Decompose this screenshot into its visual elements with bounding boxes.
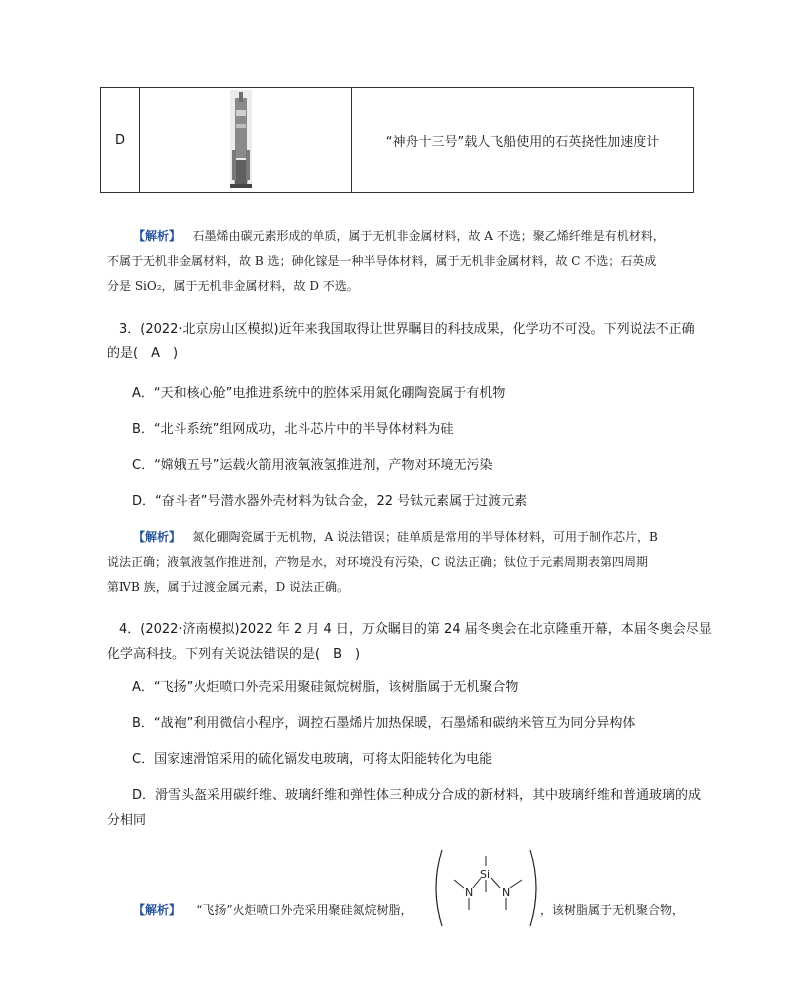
analysis-tag: 【解析】 <box>133 530 182 544</box>
material-table <box>100 87 694 193</box>
question-3-answer: 的是( A ) <box>107 346 179 361</box>
question-4-answer: 化学高科技。下列有关说法错误的是( B ) <box>107 647 361 662</box>
question-4-option-c: C．国家速滑馆采用的硫化镉发电玻璃，可将太阳能转化为电能 <box>132 752 493 767</box>
n-atom-label-right: N <box>502 886 511 899</box>
question-3-option-c: C．“嫦娥五号”运载火箭用液氧液氢推进剂，产物对环境无污染 <box>132 458 493 473</box>
question-3-option-d: D．“奋斗者”号潜水器外壳材料为钛合金，22 号钛元素属于过渡元素 <box>132 494 528 509</box>
analysis-tag: 【解析】 <box>133 903 182 917</box>
analysis-2-line-1: 【解析】 氮化硼陶瓷属于无机物，A 说法错误；硅单质是常用的半导体材料，可用于制作芯片，B <box>133 530 658 544</box>
question-4-option-d-cont: 分相同 <box>107 813 147 828</box>
question-4-option-a: A．“飞扬”火炬喷口外壳采用聚硅氮烷树脂，该树脂属于无机聚合物 <box>132 680 519 695</box>
row-label: D <box>114 132 125 148</box>
question-4-option-d: D．滑雪头盔采用碳纤维、玻璃纤维和弹性体三种成分合成的新材料，其中玻璃纤维和普通玻璃的成 <box>132 788 702 803</box>
analysis-2-line-2: 说法正确；液氧液氢作推进剂，产物是水，对环境没有污染，C 说法正确；钛位于元素周期表第四周期 <box>107 555 649 569</box>
analysis-1-line-1: 【解析】 石墨烯由碳元素形成的单质，属于无机非金属材料，故 A 不选；聚乙烯纤维是有机材料， <box>133 229 665 243</box>
analysis-1-line-2: 不属于无机非金属材料，故 B 选；砷化镓是一种半导体材料，属于无机非金属材料，故 C 不选；石英成 <box>107 254 657 268</box>
polysilazane-structure <box>430 848 542 928</box>
question-3-stem: 3．(2022·北京房山区模拟)近年来我国取得让世界瞩目的科技成果，化学功不可没。下列说法不正确 <box>119 322 695 337</box>
question-4-stem: 4．(2022·济南模拟)2022 年 2 月 4 日，万众瞩目的第 24 届冬奥会在北京隆重开幕，本届冬奥会尽显 <box>119 622 712 637</box>
analysis-1-line-3: 分是 SiO₂，属于无机非金属材料，故 D 不选。 <box>107 279 359 293</box>
row-description: “神舟十三号”载人飞船使用的石英挠性加速度计 <box>385 134 660 150</box>
table-divider <box>139 88 140 192</box>
si-atom-label: Si <box>480 868 491 881</box>
question-4-option-b: B．“战袍”利用微信小程序，调控石墨烯片加热保暖，石墨烯和碳纳米管互为同分异构体 <box>132 716 636 731</box>
question-3-option-b: B．“北斗系统”组网成功，北斗芯片中的半导体材料为硅 <box>132 422 454 437</box>
analysis-3-after: ，该树脂属于无机聚合物， <box>540 903 685 917</box>
analysis-3-before: 【解析】 “飞扬”火炬喷口外壳采用聚硅氮烷树脂， <box>133 903 413 917</box>
rocket-photo-icon <box>230 90 252 188</box>
n-atom-label-left: N <box>465 886 474 899</box>
analysis-tag: 【解析】 <box>133 229 182 243</box>
analysis-2-line-3: 第ⅣB 族，属于过渡金属元素，D 说法正确。 <box>107 580 350 594</box>
question-3-option-a: A．“天和核心舱”电推进系统中的腔体采用氮化硼陶瓷属于有机物 <box>132 386 506 401</box>
